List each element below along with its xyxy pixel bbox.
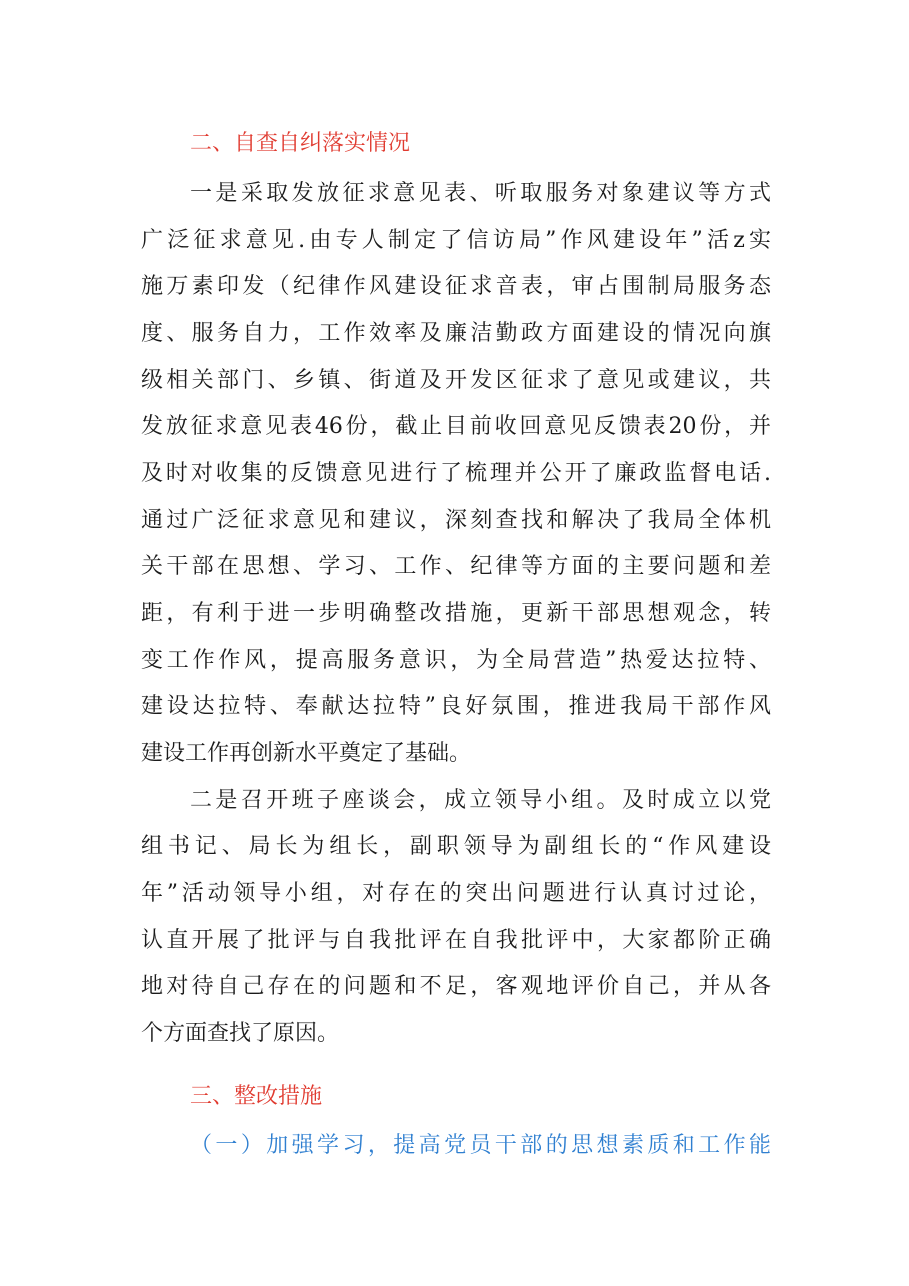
para2-line-4: 认直开展了批评与自我批评在自我批评中，大家都阶正确	[141, 928, 771, 953]
para2-line-5: 地对待自己存在的问题和不足，客观地评价自己，并从各	[141, 974, 771, 999]
para1-line-4: 度、服务自力，工作效率及廉洁勤政方面建设的情况向旗	[141, 321, 771, 346]
para1-line-1: 一是采取发放征求意见表、听取服务对象建议等方式	[190, 181, 771, 206]
para1-line-13: 建设工作再创新水平奠定了基础。	[141, 741, 472, 766]
para1-line-8: 通过广泛征求意见和建议，深刻查找和解决了我局全体机	[141, 508, 771, 533]
para2-line-6: 个方面查找了原因。	[141, 1021, 340, 1046]
para1-line-9: 关干部在思想、学习、工作、纪律等方面的主要问题和差	[141, 554, 771, 579]
para2-line-2: 组书记、局长为组长，副职领导为副组长的“作风建设	[141, 834, 771, 859]
para1-line-3: 施万素印发（纪律作风建设征求音表，审占围制局服务态	[141, 274, 771, 299]
para1-line-7: 及时对收集的反馈意见进行了梳理并公开了廉政监督电话.	[141, 461, 771, 486]
section-heading-2: 二、自查自纠落实情况	[190, 131, 411, 156]
para1-line-5: 级相关部门、乡镇、街道及开发区征求了意见或建议，共	[141, 368, 771, 393]
para1-line-11: 变工作作风，提高服务意识，为全局营造”热爱达拉特、	[141, 648, 771, 673]
subheading-1: （一）加强学习，提高党员干部的思想素质和工作能	[190, 1133, 771, 1158]
para1-line-2: 广泛征求意见.由专人制定了信访局”作风建设年”活z实	[141, 228, 771, 253]
para1-line-12: 建设达拉特、奉献达拉特”良好氛围，推进我局干部作风	[141, 694, 771, 719]
para2-line-3: 年”活动领导小组，对存在的突出问题进行认真讨过论，	[141, 881, 771, 906]
para2-line-1: 二是召开班子座谈会，成立领导小组。及时成立以党	[190, 788, 771, 813]
para1-line-6: 发放征求意见表46份，截止目前收回意见反馈表20份，并	[141, 414, 771, 439]
section-heading-3: 三、整改措施	[190, 1084, 323, 1109]
para1-line-10: 距，有利于进一步明确整改措施，更新干部思想观念，转	[141, 601, 771, 626]
